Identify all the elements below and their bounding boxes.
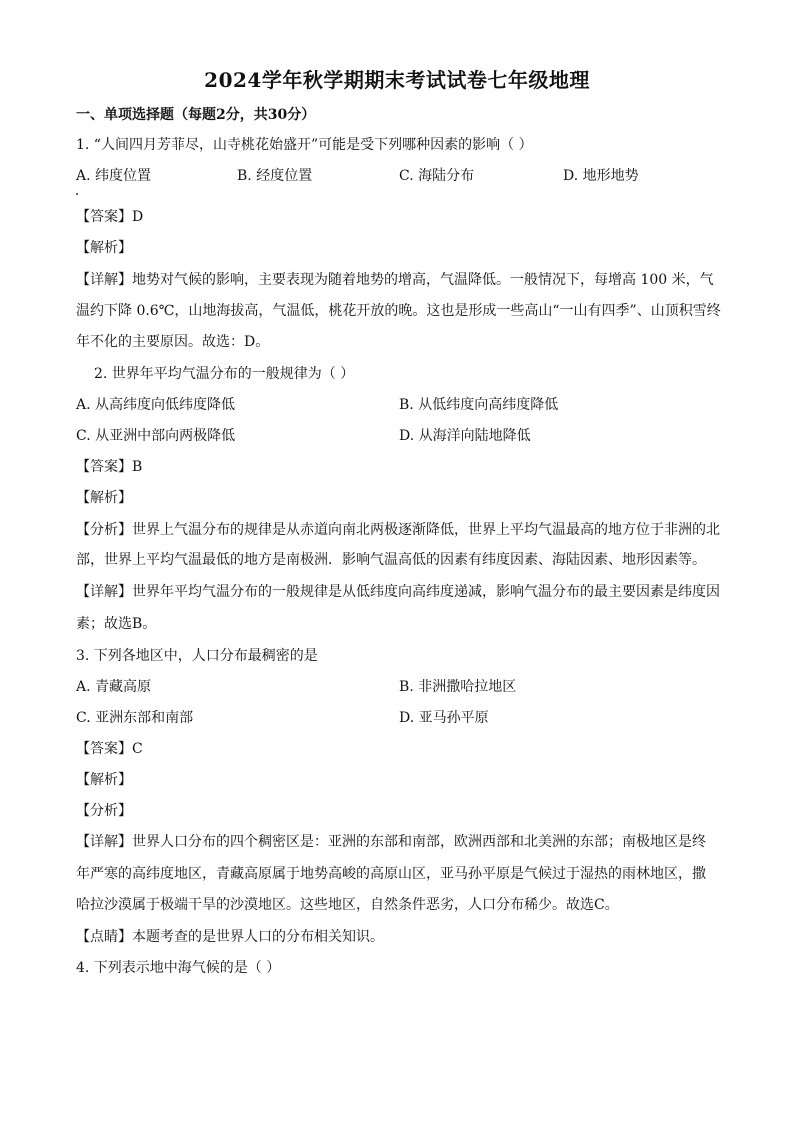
question-2-stem: 2. 世界年平均气温分布的一般规律为（ ）: [94, 366, 355, 382]
question-3-option-b: B. 非洲撒哈拉地区: [399, 679, 517, 695]
question-2-detail-line-1: 【详解】世界年平均气温分布的一般规律是从低纬度向高纬度递减，影响气温分布的最主要因素是纬度因: [76, 584, 720, 600]
question-1-stem: 1. “人间四月芳菲尽，山寺桃花始盛开”可能是受下列哪种因素的影响（ ）: [76, 137, 533, 153]
question-4-stem: 4. 下列表示地中海气候的是（ ）: [76, 960, 281, 976]
question-3-option-a: A. 青藏高原: [76, 679, 152, 695]
question-2-fenxi-line-1: 【分析】世界上气温分布的规律是从赤道向南北两极逐渐降低，世界上平均气温最高的地方位于非洲的北: [76, 522, 720, 538]
question-2-detail-line-2: 素；故选B。: [76, 616, 157, 632]
section-heading: 一、单项选择题（每题2分，共30分）: [76, 107, 316, 123]
page-title: 2024学年秋学期期末考试试卷七年级地理: [204, 68, 590, 92]
question-3-stem: 3. 下列各地区中，人口分布最稠密的是: [76, 648, 318, 664]
question-3-option-c: C. 亚洲东部和南部: [76, 710, 194, 726]
question-3-detail-line-2: 年严寒的高纬度地区，青藏高原属于地势高峻的高原山区，亚马孙平原是气候过于湿热的雨林地区，撒: [76, 866, 706, 882]
question-3-detail-line-3: 哈拉沙漠属于极端干旱的沙漠地区。这些地区，自然条件恶劣，人口分布稀少。故选C。: [76, 897, 619, 913]
stray-dot-mark: [76, 193, 78, 195]
question-1-detail-line-2: 温约下降 0.6℃，山地海拔高，气温低，桃花开放的晚。这也是形成一些高山“一山有四季”、山顶积雪终: [76, 303, 721, 319]
question-2-fenxi-line-2: 部，世界上平均气温最低的地方是南极洲．影响气温高低的因素有纬度因素、海陆因素、地形因素等。: [76, 552, 706, 568]
question-3-dianjing: 【点睛】本题考查的是世界人口的分布相关知识。: [76, 929, 384, 945]
question-2-option-a: A. 从高纬度向低纬度降低: [76, 397, 236, 413]
question-1-detail-line-1: 【详解】地势对气候的影响，主要表现为随着地势的增高，气温降低。一般情况下，每增高 100 米，气: [76, 272, 714, 288]
question-3-fenxi-label: 【分析】: [76, 803, 132, 819]
question-1-option-a: A. 纬度位置: [76, 168, 152, 184]
question-2-answer: 【答案】B: [76, 459, 143, 475]
question-2-option-c: C. 从亚洲中部向两极降低: [76, 428, 236, 444]
question-1-answer: 【答案】D: [76, 209, 144, 225]
question-2-analysis-label: 【解析】: [76, 490, 132, 506]
question-1-option-b: B. 经度位置: [237, 168, 313, 184]
question-1-detail-line-3: 年不化的主要原因。故选：D。: [76, 334, 270, 350]
question-3-analysis-label: 【解析】: [76, 772, 132, 788]
question-3-detail-line-1: 【详解】世界人口分布的四个稠密区是：亚洲的东部和南部，欧洲西部和北美洲的东部；南极地区是终: [76, 834, 706, 850]
question-1-option-c: C. 海陆分布: [399, 168, 475, 184]
question-3-option-d: D. 亚马孙平原: [399, 710, 489, 726]
question-1-option-d: D. 地形地势: [563, 168, 639, 184]
question-3-answer: 【答案】C: [76, 741, 143, 757]
question-2-option-b: B. 从低纬度向高纬度降低: [399, 397, 559, 413]
question-2-option-d: D. 从海洋向陆地降低: [399, 428, 531, 444]
question-1-analysis-label: 【解析】: [76, 240, 132, 256]
